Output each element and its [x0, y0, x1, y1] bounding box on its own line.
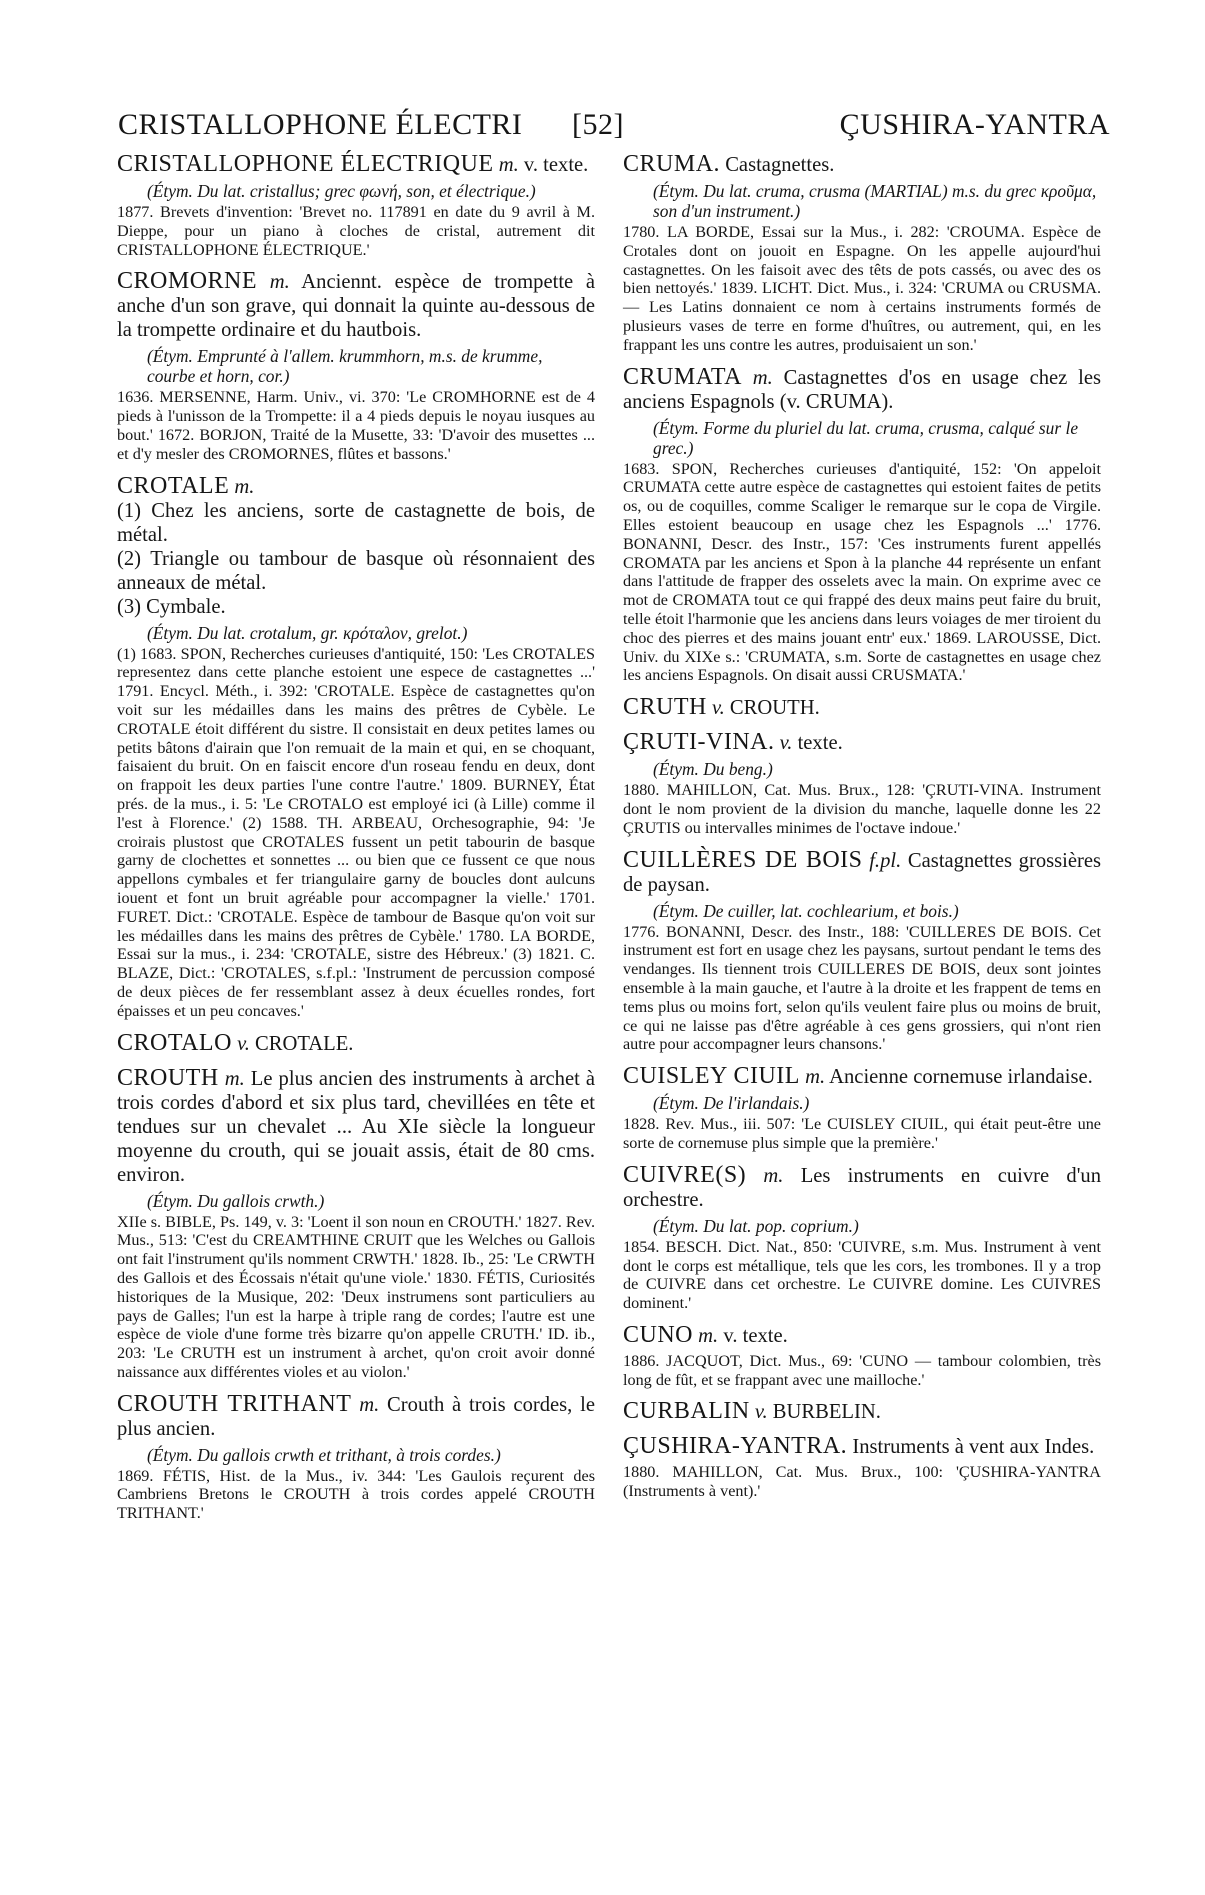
entry-definition [623, 1064, 1101, 1089]
entry-etymology: (Étym. Du gallois crwth et trithant, à trois cordes.) [147, 1444, 501, 1465]
entry-definition [117, 1066, 595, 1187]
entry-cruma [623, 152, 1101, 355]
entry-grammar: m. [763, 1164, 784, 1187]
entry-definition-text: Castagnettes. [725, 154, 835, 176]
entry-headword: ÇRUTI-VINA. [623, 729, 775, 756]
entry-definition-text: Ancienne cornemuse irlandaise. [829, 1066, 1093, 1089]
entry-etymology: (Étym. Du lat. pop. coprium.) [653, 1215, 859, 1236]
entry-citations: 1683. SPON, Recherches curieuses d'antiquité, 152: 'On appeloit CRUMATA cette autre espèce de castagnettes qui estoient faites de petits os, ou de coquilles, comme Scaliger le remarque sur le copa de Virgile. Elles estoient beaucoup en usage chez les Espagnols ...' 1776. BONANNI, Descr. des Instr., 157: 'Ces instruments furent appellés CROMATA par les anciens et Spon à la planche 44 représente un enfant dans l'attitude de frapper des osselets avec la main. On exprime avec ce mot de CROMATA tout ce qui frappé des deux mains peut faire du bruit, telle étoit l'harmonie que les anciens dans leurs voiages de mer tiroient du choc des pierres et des mains jouant entr' eux.' 1869. LAROUSSE, Dict. Univ. du XIXe s.: 'CRUMATA, s.m. Sorte de castagnettes en usage chez les anciens Espagnols. On disait aussi CRUSMATA.' [623, 459, 1101, 685]
entry-headword: CROUTH [117, 1064, 219, 1091]
entry-crouth-trithant [117, 1392, 595, 1523]
entry-cuisley-ciuil [623, 1064, 1101, 1153]
entry-etymology: (Étym. De l'irlandais.) [653, 1093, 810, 1114]
entry-grammar: m. [805, 1066, 826, 1089]
entry-headword: CUILLÈRES DE BOIS [623, 846, 863, 873]
entry-definition [117, 1392, 595, 1441]
entry-cruth [623, 695, 1101, 720]
entry-grammar: f.pl. [869, 849, 902, 872]
entry-crumata [623, 365, 1101, 686]
entry-definition-text: Anciennt. espèce de trompette à anche d'un son grave, qui donnait la quinte au-dessous de la trompette ordinaire et du hautbois. [117, 271, 595, 342]
entry-definition [623, 730, 1101, 755]
entry-definition-text: Crouth à trois cordes, le plus ancien. [117, 1393, 595, 1440]
entry-citations: 1869. FÉTIS, Hist. de la Mus., iv. 344: 'Les Gaulois reçurent des Cambriens Bretons le CROUTH à trois cordes appelé CROUTH TRITHANT.' [117, 1466, 595, 1523]
entry-etymology: (Étym. Emprunté à l'allem. krummhorn, m.s. de krumme, courbe et horn, cor.) [147, 346, 543, 387]
entry-grammar: m. [698, 1324, 719, 1347]
entry-crouth [117, 1066, 595, 1382]
entry-sense: (3) Cymbale. [117, 595, 226, 618]
entry-etymology: (Étym. Du gallois crwth.) [147, 1190, 325, 1211]
entry-definition-text: Castagnettes grossières de paysan. [623, 849, 1102, 896]
entry-grammar: m. [224, 1067, 245, 1090]
entry-sense: (1) Chez les anciens, sorte de castagnette de bois, de métal. [117, 499, 595, 546]
entry-definition-text: v. texte. [723, 1324, 788, 1347]
entry-definition-text: Instruments à vent aux Indes. [852, 1436, 1095, 1459]
entry-citations: 1780. LA BORDE, Essai sur la Mus., i. 282: 'CROUMA. Espèce de Crotales dont on jouoit en Espagne. On les appelle aujourd'hui castagnettes. On les faisoit avec des têts de pots cassés, ou avec des os bien nettoyés.' 1839. LICHT. Dict. Mus., i. 324: 'CRUMA ou CRUSMA. — Les Latins donnaient ce nom à certains instruments formés de plusieurs vases de terre en forme d'huîtres, ou autrement, qui, en les frappant les uns contre les autres, produisaient un son.' [623, 223, 1101, 354]
entry-cuivres [623, 1163, 1101, 1313]
running-head-left: CRISTALLOPHONE ÉLECTRI [118, 108, 523, 141]
entry-headword: CURBALIN [623, 1398, 750, 1425]
entry-definition-text: texte. [797, 732, 843, 755]
entry-definition [117, 269, 595, 342]
entry-etymology: (Étym. Du lat. cristallus; grec φωνή, son, et électrique.) [147, 181, 536, 201]
entry-cuilleres-de-bois [623, 848, 1101, 1055]
running-head-right: ÇUSHIRA-YANTRA [839, 108, 1110, 141]
entry-sense: (2) Triangle ou tambour de basque où résonnaient des anneaux de métal. [117, 547, 595, 594]
entry-definition-text: Les instruments en cuivre d'un orchestre. [623, 1164, 1101, 1211]
entry-etymology: (Étym. Du lat. cruma, crusma (MARTIAL) m.s. du grec κροῦμα, son d'un instrument.) [653, 181, 1097, 221]
entry-grammar: m. [498, 154, 519, 176]
entry-cross-reference: BURBELIN. [772, 1401, 881, 1424]
entry-definition [117, 474, 595, 499]
entry-definition [623, 1163, 1101, 1212]
entry-cuno [623, 1323, 1101, 1390]
entry-grammar: m. [752, 366, 773, 389]
entry-citations: 1828. Rev. Mus., iii. 507: 'Le CUISLEY CIUIL, qui était peut-être une sorte de cornemuse plus simple que la première.' [623, 1115, 1101, 1152]
entry-definition [623, 695, 1101, 720]
entry-citations: 1880. MAHILLON, Cat. Mus. Brux., 100: 'ÇUSHIRA-YANTRA (Instruments à vent).' [623, 1463, 1101, 1501]
entry-headword: CRUMATA [623, 363, 742, 390]
entry-etymology: (Étym. De cuiller, lat. cochlearium, et bois.) [653, 900, 959, 921]
entry-definition [623, 1434, 1101, 1459]
entry-citations: 1886. JACQUOT, Dict. Mus., 69: 'CUNO — tambour colombien, très long de fût, et se frappant avec une mailloche.' [623, 1351, 1101, 1389]
entry-definition [623, 1323, 1101, 1348]
entry-crotale [117, 474, 595, 1021]
page-number: [52] [572, 108, 624, 141]
entry-headword: ÇUSHIRA-YANTRA. [623, 1433, 848, 1460]
entry-grammar: v. [237, 1032, 250, 1055]
entry-cross-reference: CROTALE. [255, 1032, 354, 1055]
entry-etymology: (Étym. Du beng.) [653, 759, 773, 780]
entry-headword: CRUMA. [623, 151, 721, 177]
entry-grammar: v. [779, 732, 793, 755]
entry-crotalo [117, 1031, 595, 1056]
entry-headword: CUIVRE(S) [623, 1161, 747, 1188]
entry-headword: CUNO [623, 1321, 694, 1348]
entry-definition-text: Le plus ancien des instruments à archet à trois cordes d'abord et six plus tard, chevillées en tête et tendues sur un chevalet ... Au XIe siècle la longueur moyenne du crouth, qui se jouait assis, était de 80 cms. environ. [117, 1067, 595, 1186]
entry-citations: 1636. MERSENNE, Harm. Univ., vi. 370: 'Le CROMHORNE est de 4 pieds à l'unisson de la Trompette: il a 4 pieds depuis le noyau iusques au bout.' 1672. BORJON, Traité de la Musette, 33: 'D'avoir des musettes ... et d'y mesler des CROMORNES, flûtes et bassons.' [117, 388, 595, 463]
entry-etymology: (Étym. Du lat. crotalum, gr. κρόταλον, grelot.) [147, 622, 468, 643]
entry-cruti-vina [623, 730, 1101, 837]
entry-cushira-yantra [623, 1434, 1101, 1501]
entry-citations: (1) 1683. SPON, Recherches curieuses d'antiquité, 150: 'Les CROTALES representez dans cette planche estoient une espece de castagnettes ...' 1791. Encycl. Méth., i. 392: 'CROTALE. Espèce de castagnettes qu'on voit sur les médailles dans les mains des prêtres de Cybèle. Le CROTALE étoit différent du sistre. Il consistait en deux petites lames ou petits bâtons d'airain que l'on remuait de la main et qui, en se choquant, faisaient du bruit. On en faiscit encore d'un roseau fendu en deux, dont on frappoit les deux parties l'une contre l'autre.' 1809. BURNEY, État prés. de la mus., i. 5: 'Le CROTALO est employé ici (à Lille) comme il l'est à Florence.' (2) 1588. TH. ARBEAU, Orchesographie, 94: 'Je croirais plustost que CROTALES fussent un petit tabourin de basque garny de clochettes et sonnettes ... ou bien que ce fussent ce que nous appellons cymbales et fer triangulaire garny de boucles dont aulcuns iouent et font un bruit agréable pour accompagner la vielle.' 1701. FURET. Dict.: 'CROTALE. Espèce de tambour de Basque qu'on voit sur les médailles dans les mains des prêtres de Cybèle.' 1780. LA BORDE, Essai sur la mus., i. 234: 'CROTALE, sistre des Hébreux.' (3) 1821. C. BLAZE, Dict.: 'CROTALES, s.f.pl.: 'Instrument de percussion composé de deux pièces de fer ressemblant assez à deux écuelles rondes, fort épaisses et un peu concaves.' [117, 644, 595, 1020]
entry-cristallophone [117, 152, 595, 259]
entry-grammar: m. [269, 271, 290, 294]
entry-grammar: v. [712, 697, 725, 720]
entry-definition [117, 152, 595, 177]
entry-citations: 1854. BESCH. Dict. Nat., 850: 'CUIVRE, s.m. Mus. Instrument à vent dont le corps est métallique, tels que les cors, les trombones. Il y a trop de CUIVRE dans cet orchestre. Le CUIVRE domine. Les CUIVRES dominent.' [623, 1237, 1101, 1313]
entry-definition [623, 848, 1101, 897]
entry-headword: CRISTALLOPHONE ÉLECTRIQUE [117, 151, 494, 177]
right-column [623, 152, 1101, 1511]
entry-citations: 1880. MAHILLON, Cat. Mus. Brux., 128: 'ÇRUTI-VINA. Instrument dont le nom provient de la division du manche, laquelle donne les 22 ÇRUTIS ou intervalles minimes de l'octave indoue.' [623, 781, 1101, 837]
entry-headword: CROTALE [117, 472, 230, 499]
entry-citations: 1877. Brevets d'invention: 'Brevet no. 117891 en date du 9 avril à M. Dieppe, pour un piano à cloches de cristal, autrement dit CRISTALLOPHONE ÉLECTRIQUE.' [117, 203, 595, 259]
entry-definition-text: Castagnettes d'os en usage chez les anciens Espagnols (v. CRUMA). [623, 366, 1101, 413]
entry-etymology: (Étym. Forme du pluriel du lat. cruma, crusma, calqué sur le grec.) [653, 417, 1079, 458]
entry-curbalin [623, 1399, 1101, 1424]
entry-headword: CRUTH [623, 694, 707, 721]
entry-citations: 1776. BONANNI, Descr. des Instr., 188: 'CUILLERES DE BOIS. Cet instrument est fort en usage chez les paysans, surtout pendant le tems des vendanges. Ils tiennent trois CUILLERES DE BOIS, deux sont jointes ensemble à la main gauche, et l'autre à la droite et les frappent de tems en tems plus ou moins fort, selon qu'ils veulent faire plus ou moins de bruit, ce qui ne laisse pas d'être agréable à ces gens grossiers, qui n'ont rien autre pour accompagner leurs chansons.' [623, 922, 1101, 1054]
entry-headword: CROUTH TRITHANT [117, 1390, 352, 1417]
entry-headword: CUISLEY CIUIL [623, 1063, 800, 1090]
entry-definition [623, 365, 1101, 414]
entry-grammar: m. [359, 1393, 380, 1416]
left-column [117, 152, 595, 1533]
entry-grammar: v. [754, 1401, 768, 1424]
entry-definition [623, 152, 1101, 177]
entry-definition-text: v. texte. [523, 154, 589, 176]
entry-definition [623, 1399, 1101, 1424]
entry-cross-reference: CROUTH. [729, 697, 820, 720]
entry-citations: XIIe s. BIBLE, Ps. 149, v. 3: 'Loent il son noun en CROUTH.' 1827. Rev. Mus., 513: 'C'est du CREAMTHINE CRUIT que les Welches ou Gallois ont fait l'instrument qu'ils nomment CRWTH.' 1828. Ib., 25: 'Le CRWTH des Gallois et des Écossais n'était qu'une viole.' 1830. FÉTIS, Curiosités historiques de la Musique, 202: 'Deux instrumens sont particuliers au pays de Galles; l'un est la harpe à triple rang de cordes; l'autre est une espèce de viole d'une forme très bizarre qu'on appelle CRUTH.' ID. ib., 203: 'Le CRUTH est un instrument à archet, qu'on croit avoir donné naissance aux différentes violes et au violon.' [117, 1212, 595, 1381]
entry-definition [117, 1031, 595, 1056]
entry-headword: CROTALO [117, 1029, 232, 1056]
entry-cromorne [117, 269, 595, 463]
running-head [118, 108, 1110, 150]
entry-grammar: m. [234, 475, 255, 498]
entry-headword: CROMORNE [117, 268, 258, 295]
